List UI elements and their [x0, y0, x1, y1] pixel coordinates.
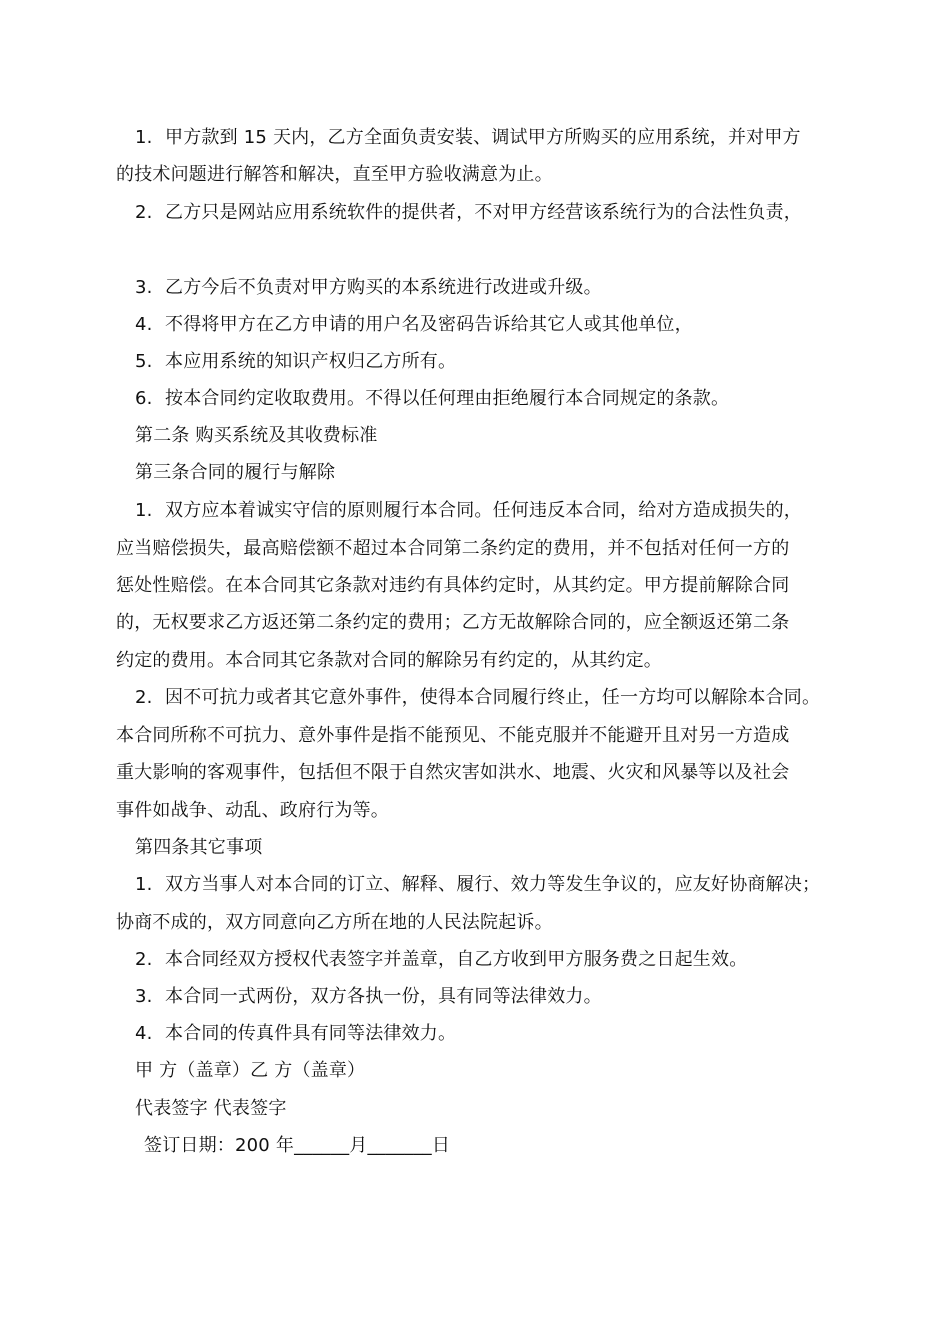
- clause-number: 1.: [135, 874, 153, 895]
- section-heading-4: 第四条其它事项: [135, 837, 263, 858]
- section-heading-2: 第二条 购买系统及其收费标准: [135, 425, 378, 446]
- section-heading-3: 第三条合同的履行与解除: [135, 462, 336, 483]
- clause-4-1-continued: 协商不成的，双方同意向乙方所在地的人民法院起诉。: [116, 912, 553, 933]
- clause-4-3: [135, 985, 602, 1009]
- clause-1-4: [135, 313, 693, 337]
- clause-number: 3.: [135, 277, 153, 298]
- clause-3-1-continued: 应当赔偿损失，最高赔偿额不超过本合同第二条约定的费用，并不包括对任何一方的: [116, 538, 790, 559]
- clause-text: 双方当事人对本合同的订立、解释、履行、效力等发生争议的，应友好协商解决；: [165, 874, 821, 895]
- clause-3-1-continued: 的，无权要求乙方返还第二条约定的费用；乙方无故解除合同的，应全额返还第二条: [116, 612, 790, 633]
- clause-text: 本合同的传真件具有同等法律效力。: [165, 1023, 457, 1044]
- clause-text: 因不可抗力或者其它意外事件，使得本合同履行终止，任一方均可以解除本合同。: [165, 687, 821, 708]
- clause-1-2: [135, 201, 802, 225]
- clause-number: 2.: [135, 687, 153, 708]
- clause-4-2: [135, 948, 747, 972]
- clause-3-2-continued: 重大影响的客观事件，包括但不限于自然灾害如洪水、地震、火灾和风暴等以及社会: [116, 762, 790, 783]
- clause-4-4: [135, 1022, 456, 1046]
- clause-number: 4.: [135, 314, 153, 335]
- clause-1-1: [135, 126, 801, 150]
- clause-number: 1.: [135, 127, 153, 148]
- clause-number: 3.: [135, 986, 153, 1007]
- clause-1-6: [135, 387, 729, 411]
- clause-text: 本应用系统的知识产权归乙方所有。: [165, 351, 457, 372]
- clause-text: 双方应本着诚实守信的原则履行本合同。任何违反本合同，给对方造成损失的，: [165, 500, 802, 521]
- clause-3-1-continued: 惩处性赔偿。在本合同其它条款对违约有具体约定时，从其约定。甲方提前解除合同: [116, 575, 790, 596]
- signing-date: 签订日期：200 年______月_______日: [144, 1135, 451, 1156]
- clause-number: 2.: [135, 202, 153, 223]
- signature-representatives: 代表签字 代表签字: [135, 1098, 287, 1119]
- clause-3-2-continued: 本合同所称不可抗力、意外事件是指不能预见、不能克服并不能避开且对另一方造成: [116, 725, 790, 746]
- clause-text: 不得将甲方在乙方申请的用户名及密码告诉给其它人或其他单位，: [165, 314, 693, 335]
- clause-4-1: [135, 873, 820, 897]
- clause-text: 按本合同约定收取费用。不得以任何理由拒绝履行本合同规定的条款。: [165, 388, 730, 409]
- clause-3-2: [135, 686, 820, 710]
- clause-text: 乙方只是网站应用系统软件的提供者，不对甲方经营该系统行为的合法性负责，: [165, 202, 802, 223]
- clause-number: 2.: [135, 949, 153, 970]
- clause-text: 本合同经双方授权代表签字并盖章，自乙方收到甲方服务费之日起生效。: [165, 949, 748, 970]
- signature-parties: 甲 方（盖章）乙 方（盖章）: [135, 1060, 366, 1081]
- clause-3-2-continued: 事件如战争、动乱、政府行为等。: [116, 800, 389, 821]
- clause-number: 1.: [135, 500, 153, 521]
- clause-number: 5.: [135, 351, 153, 372]
- clause-text: 甲方款到 15 天内，乙方全面负责安装、调试甲方所购买的应用系统，并对甲方: [165, 127, 801, 148]
- clause-number: 4.: [135, 1023, 153, 1044]
- clause-1-5: [135, 350, 456, 374]
- clause-1-3: [135, 276, 602, 300]
- clause-text: 乙方今后不负责对甲方购买的本系统进行改进或升级。: [165, 277, 602, 298]
- clause-3-1-continued: 约定的费用。本合同其它条款对合同的解除另有约定的，从其约定。: [116, 650, 662, 671]
- clause-3-1: [135, 499, 802, 523]
- clause-number: 6.: [135, 388, 153, 409]
- clause-text: 本合同一式两份，双方各执一份，具有同等法律效力。: [165, 986, 602, 1007]
- clause-1-1-continued: 的技术问题进行解答和解决，直至甲方验收满意为止。: [116, 164, 553, 185]
